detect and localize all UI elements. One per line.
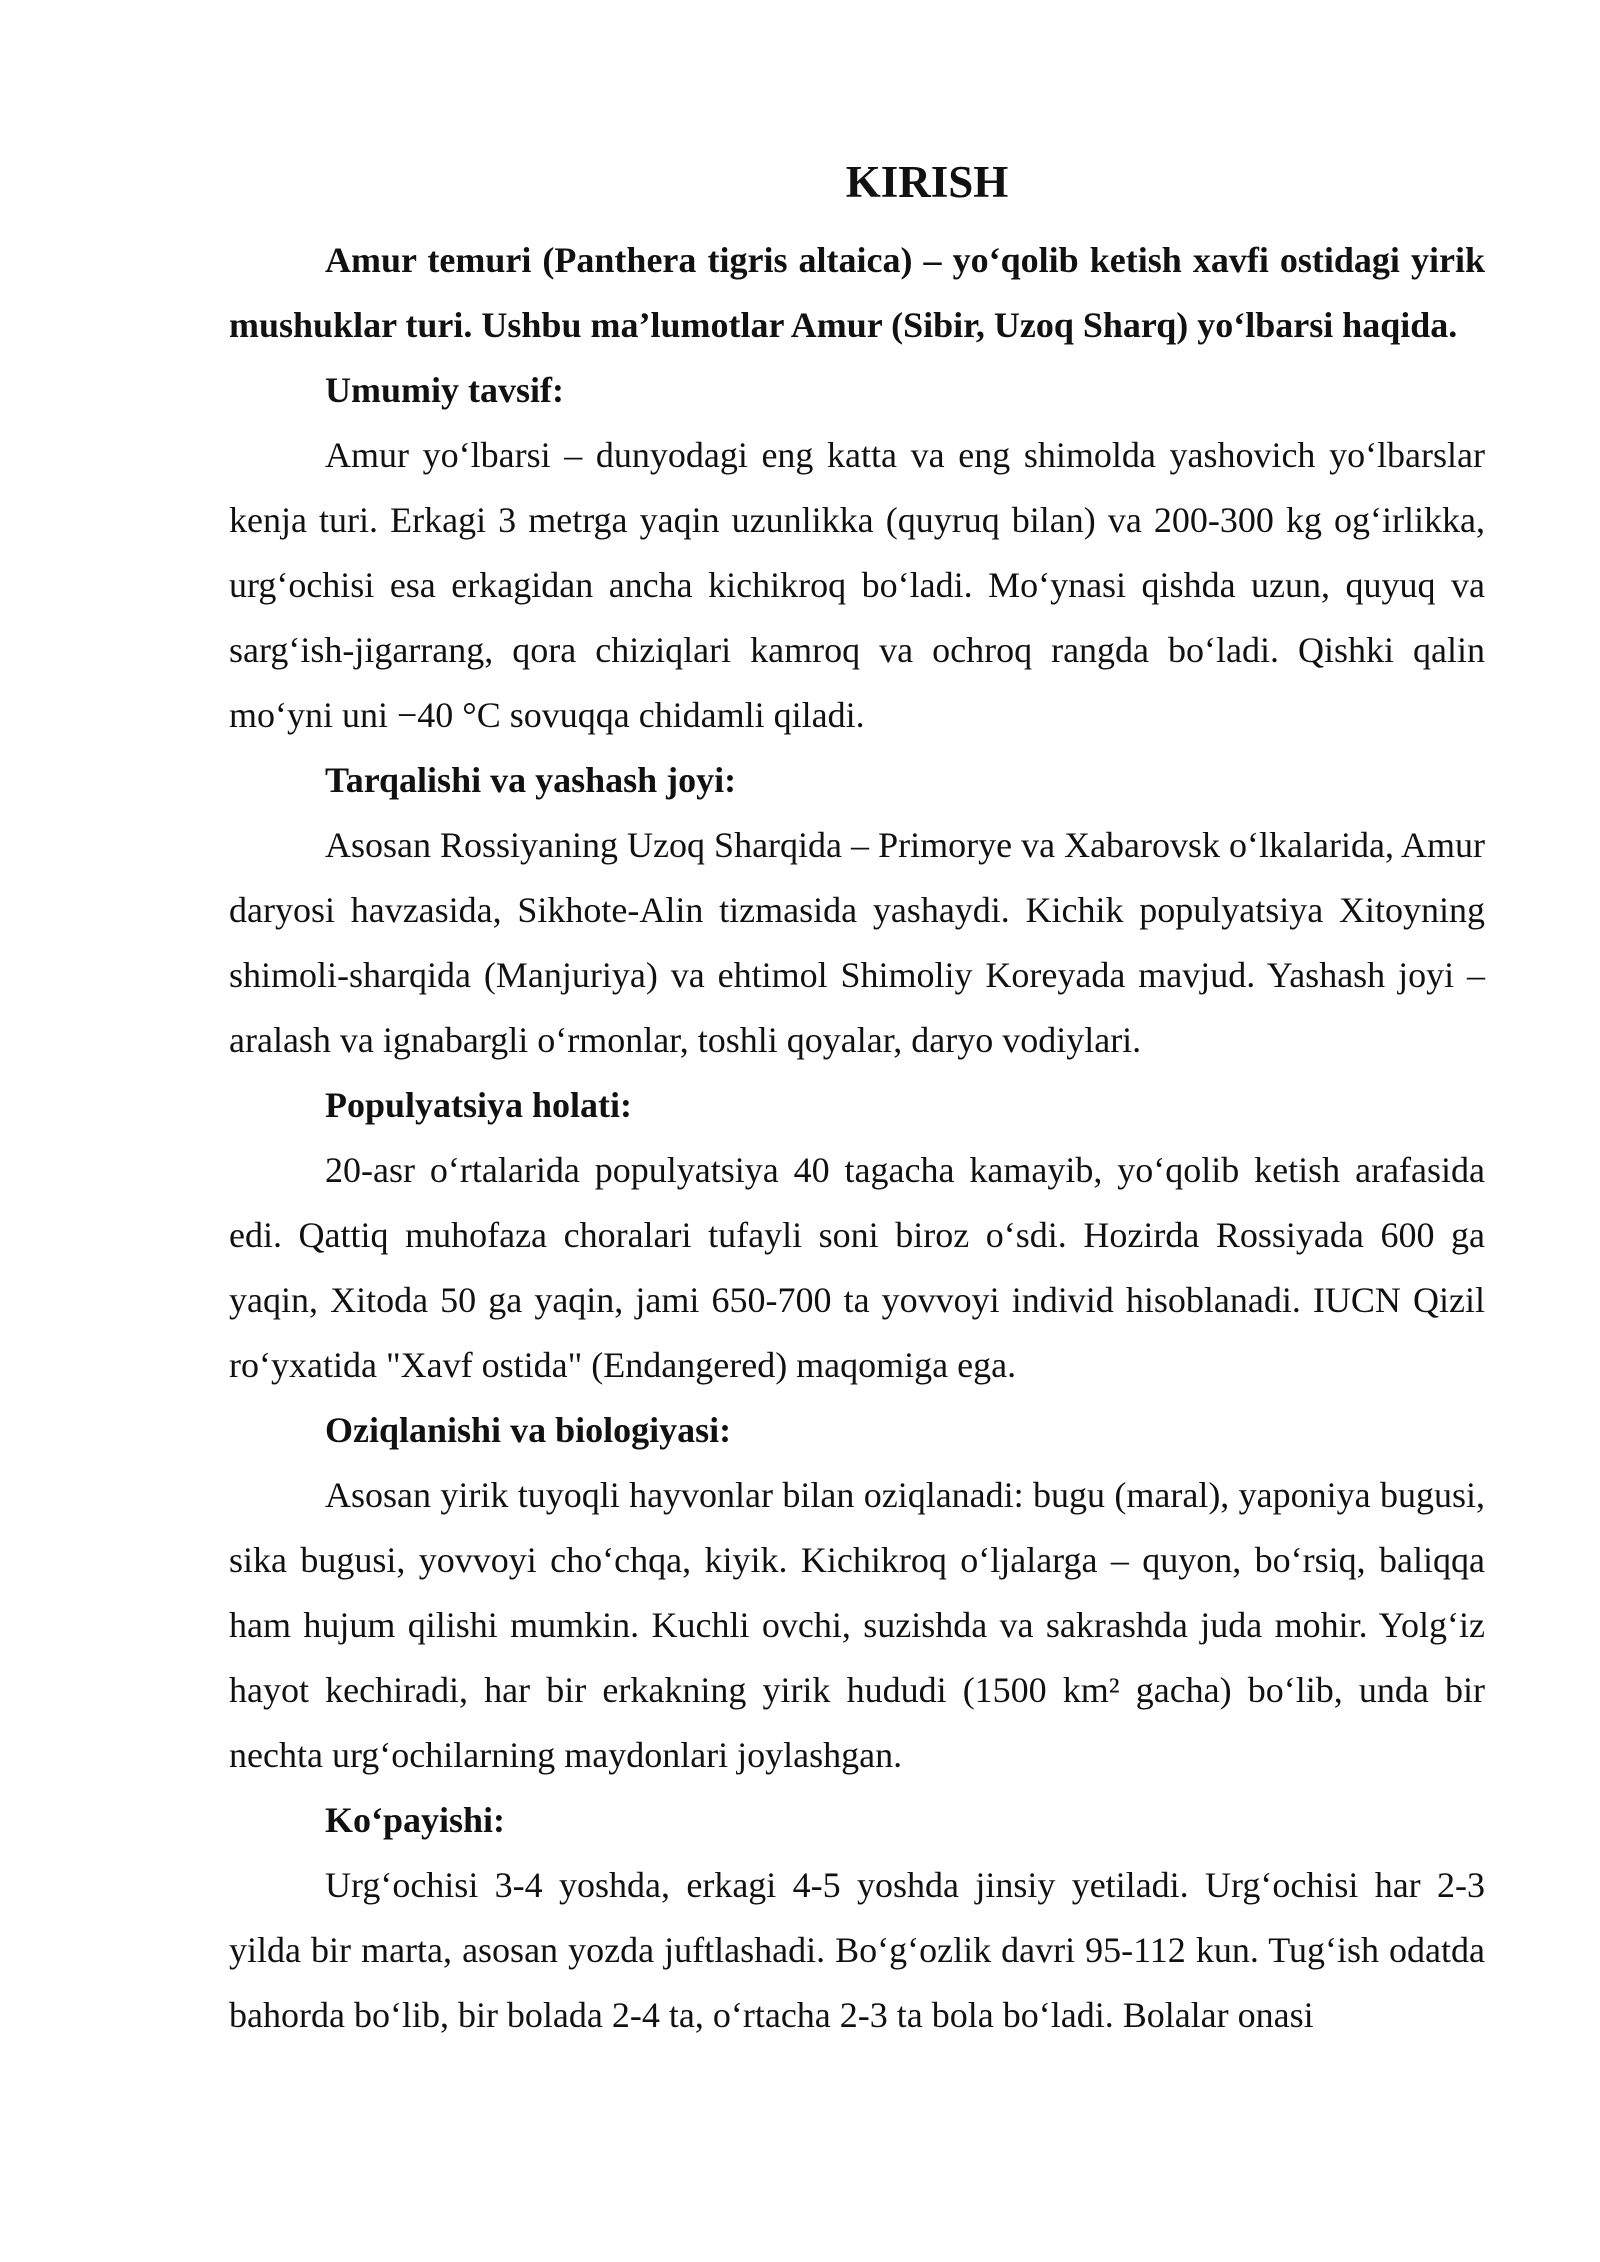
section-text-populyatsiya: 20-asr o‘rtalarida populyatsiya 40 tagacha kamayib, yo‘qolib ketish arafasida edi. Qattiq muhofaza choralari tufayli soni biroz o‘sdi. Hozirda Rossiyada 600 ga yaqin, Xitoda 50 ga yaqin, jami 650-700 ta yovvoyi individ hisoblanadi. IUCN Qizil ro‘yxatida "Xavf ostida" (Endangered) maqomiga ega. (229, 1150, 1485, 1385)
section-text-umumiy-tavsif: Amur yo‘lbarsi – dunyodagi eng katta va eng shimolda yashovich yo‘lbarslar kenja turi. Erkagi 3 metrga yaqin uzunlikka (quyruq bilan) va 200-300 kg og‘irlikka, urg‘ochisi esa erkagidan ancha kichikroq bo‘ladi. Mo‘ynasi qishda uzun, quyuq va sarg‘ish-jigarrang, qora chiziqlari kamroq va ochroq rangda bo‘ladi. Qishki qalin mo‘yni uni −40 °C sovuqqa chidamli qiladi. (229, 435, 1485, 735)
section-heading-tarqalishi: Tarqalishi va yashash joyi: (325, 760, 737, 800)
section-text-tarqalishi: Asosan Rossiyaning Uzoq Sharqida – Primorye va Xabarovsk o‘lkalarida, Amur daryosi havzasida, Sikhote-Alin tizmasida yashaydi. Kichik populyatsiya Xitoyning shimoli-sharqida (Manjuriya) va ehtimol Shimoliy Koreyada mavjud. Yashash joyi – aralash va ignabargli o‘rmonlar, toshli qoyalar, daryo vodiylari. (229, 825, 1485, 1060)
document-body (229, 228, 1485, 2048)
section-heading-oziqlanishi: Oziqlanishi va biologiyasi: (325, 1410, 732, 1450)
section-text-oziqlanishi: Asosan yirik tuyoqli hayvonlar bilan oziqlanadi: bugu (maral), yaponiya bugusi, sika bugusi, yovvoyi cho‘chqa, kiyik. Kichikroq o‘ljalarga – quyon, bo‘rsiq, baliqqa ham hujum qilishi mumkin. Kuchli ovchi, suzishda va sakrashda juda mohir. Yolg‘iz hayot kechiradi, har bir erkakning yirik hududi (1500 km² gacha) bo‘lib, unda bir nechta urg‘ochilarning maydonlari joylashgan. (229, 1475, 1485, 1775)
section-text-kopayishi: Urg‘ochisi 3-4 yoshda, erkagi 4-5 yoshda jinsiy yetiladi. Urg‘ochisi har 2-3 yilda bir marta, asosan yozda juftlashadi. Bo‘g‘ozlik davri 95-112 kun. Tug‘ish odatda bahorda bo‘lib, bir bolada 2-4 ta, o‘rtacha 2-3 ta bola bo‘ladi. Bolalar onasi (229, 1865, 1485, 2035)
section-heading-populyatsiya: Populyatsiya holati: (325, 1085, 633, 1125)
intro-paragraph: Amur temuri (Panthera tigris altaica) – yo‘qolib ketish xavfi ostidagi yirik mushuklar turi. Ushbu ma’lumotlar Amur (Sibir, Uzoq Sharq) yo‘lbarsi haqida. (229, 240, 1485, 345)
section-heading-umumiy-tavsif: Umumiy tavsif: (325, 370, 564, 410)
section-heading-kopayishi: Ko‘payishi: (325, 1800, 506, 1840)
document-title: KIRISH (845, 157, 1009, 207)
